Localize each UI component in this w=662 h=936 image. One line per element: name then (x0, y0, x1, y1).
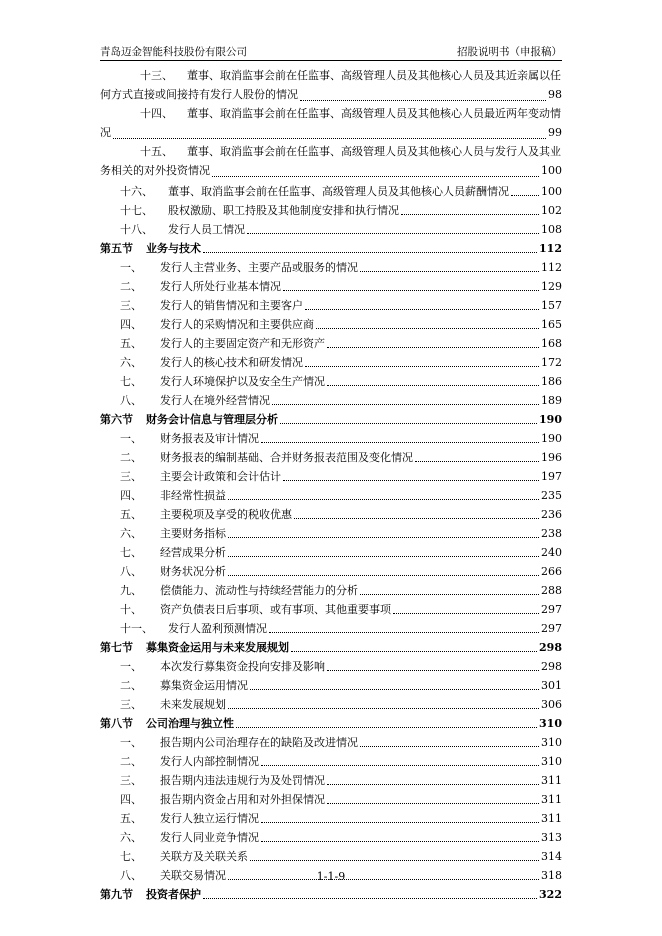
entry-page: 311 (541, 774, 562, 787)
toc-entry[interactable] (100, 427, 562, 446)
entry-number: 二、 (120, 280, 142, 293)
entry-title: 主要财务指标 (160, 527, 226, 540)
toc-entry[interactable] (100, 370, 562, 389)
entry-number: 八、 (120, 869, 142, 882)
entry-title: 经营成果分析 (160, 546, 226, 559)
entry-page: 311 (541, 793, 562, 806)
entry-page: 196 (541, 451, 562, 464)
dot-leader (228, 537, 539, 538)
entry-title-line-1: 董事、取消监事会前在任监事、高级管理人员及其他核心人员及其近亲属以任 (187, 69, 561, 82)
entry-page: 297 (541, 603, 562, 616)
toc-entry[interactable] (100, 826, 562, 845)
toc-entry-wrapped[interactable] (100, 104, 562, 142)
dot-leader (212, 176, 539, 177)
entry-number: 十五、 (140, 145, 173, 158)
dot-leader (360, 271, 539, 272)
toc-entry[interactable] (100, 674, 562, 693)
entry-page: 298 (541, 660, 562, 673)
entry-title: 发行人的销售情况和主要客户 (160, 299, 303, 312)
entry-title-line-2: 何方式直接或间接持有发行人股份的情况 (100, 88, 298, 101)
entry-title: 关联方及关联关系 (160, 850, 248, 863)
entry-title: 报告期内资金占用和对外担保情况 (160, 793, 325, 806)
entry-page: 318 (541, 869, 562, 882)
entry-page: 172 (541, 356, 562, 369)
entry-page: 322 (539, 888, 562, 901)
dot-leader (247, 233, 539, 234)
entry-title: 发行人独立运行情况 (160, 812, 259, 825)
toc-section-entry[interactable] (100, 636, 562, 655)
entry-page: 301 (541, 679, 562, 692)
entry-title-line-2: 务相关的对外投资情况 (100, 164, 210, 177)
entry-title: 未来发展规划 (160, 698, 226, 711)
entry-number: 十、 (120, 603, 142, 616)
entry-page: 298 (539, 641, 562, 654)
entry-number: 五、 (120, 812, 142, 825)
entry-title: 募集资金运用情况 (160, 679, 248, 692)
entry-title-line-1: 董事、取消监事会前在任监事、高级管理人员及其他核心人员最近两年变动情 (187, 107, 561, 120)
entry-page: 236 (541, 508, 562, 521)
dot-leader (250, 860, 539, 861)
entry-title: 财务状况分析 (160, 565, 226, 578)
entry-page: 197 (541, 470, 562, 483)
entry-number: 十三、 (140, 69, 173, 82)
entry-line-1 (100, 142, 562, 161)
entry-number: 第六节 (100, 413, 133, 426)
toc-entry[interactable] (100, 522, 562, 541)
dot-leader (360, 746, 539, 747)
entry-page: 100 (541, 164, 562, 177)
dot-leader (327, 670, 539, 671)
dot-leader (272, 404, 539, 405)
entry-page: 297 (541, 622, 562, 635)
dot-leader (401, 214, 539, 215)
entry-number: 第七节 (100, 641, 133, 654)
dot-leader (236, 727, 537, 728)
entry-title: 发行人的主要固定资产和无形资产 (160, 337, 325, 350)
dot-leader (261, 442, 539, 443)
entry-number: 一、 (120, 660, 142, 673)
toc-entry[interactable] (100, 560, 562, 579)
entry-number: 七、 (120, 375, 142, 388)
dot-leader (360, 594, 539, 595)
toc-entry[interactable] (100, 484, 562, 503)
entry-line-2 (100, 85, 562, 104)
entry-number: 九、 (120, 584, 142, 597)
entry-number: 十八、 (120, 223, 153, 236)
entry-title-line-2: 况 (100, 126, 111, 139)
entry-page: 168 (541, 337, 562, 350)
entry-page: 100 (541, 185, 562, 198)
entry-number: 四、 (120, 489, 142, 502)
entry-number: 七、 (120, 546, 142, 559)
entry-number: 三、 (120, 299, 142, 312)
toc-section-entry[interactable] (100, 712, 562, 731)
dot-leader (294, 518, 539, 519)
entry-title: 发行人同业竞争情况 (160, 831, 259, 844)
entry-page: 235 (541, 489, 562, 502)
entry-number: 八、 (120, 394, 142, 407)
dot-leader (228, 575, 539, 576)
entry-number: 四、 (120, 318, 142, 331)
entry-number: 八、 (120, 565, 142, 578)
entry-page: 310 (539, 717, 562, 730)
entry-page: 310 (541, 755, 562, 768)
entry-title: 发行人所处行业基本情况 (160, 280, 281, 293)
toc-entry[interactable] (100, 218, 562, 237)
entry-page: 189 (541, 394, 562, 407)
entry-page: 306 (541, 698, 562, 711)
entry-number: 第五节 (100, 242, 133, 255)
toc-entry[interactable] (100, 750, 562, 769)
entry-number: 十七、 (120, 204, 153, 217)
entry-page: 102 (541, 204, 562, 217)
entry-number: 五、 (120, 508, 142, 521)
toc-entry[interactable] (100, 389, 562, 408)
toc-entry[interactable] (100, 351, 562, 370)
dot-leader (203, 898, 537, 899)
dot-leader (327, 347, 539, 348)
entry-number: 十四、 (140, 107, 173, 120)
entry-number: 六、 (120, 527, 142, 540)
entry-number: 二、 (120, 679, 142, 692)
toc-entry[interactable] (100, 446, 562, 465)
page-number: 1-1-9 (316, 870, 346, 883)
toc-entry[interactable] (100, 275, 562, 294)
header-company: 青岛迈金智能科技股份有限公司 (100, 46, 247, 58)
entry-title: 业务与技术 (146, 242, 201, 255)
dot-leader (261, 841, 539, 842)
entry-page: 112 (539, 242, 562, 255)
entry-title: 募集资金运用与未来发展规划 (146, 641, 289, 654)
header-doc-title: 招股说明书（申报稿） (457, 46, 562, 58)
entry-line-1 (100, 104, 562, 123)
entry-title: 主要税项及享受的税收优惠 (160, 508, 292, 521)
entry-title: 股权激励、职工持股及其他制度安排和执行情况 (168, 204, 399, 217)
dot-leader (250, 689, 539, 690)
entry-number: 三、 (120, 698, 142, 711)
toc-entry[interactable] (100, 465, 562, 484)
dot-leader (261, 822, 539, 823)
entry-number: 十一、 (120, 622, 153, 635)
entry-page: 310 (541, 736, 562, 749)
entry-title: 发行人的核心技术和研发情况 (160, 356, 303, 369)
toc-entry[interactable] (100, 655, 562, 674)
entry-number: 五、 (120, 337, 142, 350)
entry-number: 十六、 (120, 185, 153, 198)
entry-title: 发行人环境保护以及安全生产情况 (160, 375, 325, 388)
entry-title-line-1: 董事、取消监事会前在任监事、高级管理人员及其他核心人员与发行人及其业 (187, 145, 561, 158)
dot-leader (261, 765, 539, 766)
entry-page: 240 (541, 546, 562, 559)
entry-title: 非经常性损益 (160, 489, 226, 502)
dot-leader (393, 613, 539, 614)
dot-leader (283, 480, 539, 481)
toc-section-entry[interactable] (100, 883, 562, 902)
toc-entry[interactable] (100, 807, 562, 826)
toc-entry[interactable] (100, 769, 562, 788)
dot-leader (203, 252, 537, 253)
entry-number: 七、 (120, 850, 142, 863)
table-of-contents (100, 66, 562, 902)
entry-page: 266 (541, 565, 562, 578)
toc-section-entry[interactable] (100, 237, 562, 256)
entry-number: 一、 (120, 261, 142, 274)
entry-title: 财务报表的编制基础、合并财务报表范围及变化情况 (160, 451, 413, 464)
entry-number: 第八节 (100, 717, 133, 730)
entry-number: 四、 (120, 793, 142, 806)
dot-leader (269, 632, 539, 633)
toc-entry[interactable] (100, 731, 562, 750)
entry-title: 发行人的采购情况和主要供应商 (160, 318, 314, 331)
entry-title: 报告期内违法违规行为及处罚情况 (160, 774, 325, 787)
entry-title: 发行人盈利预测情况 (168, 622, 267, 635)
toc-entry[interactable] (100, 503, 562, 522)
entry-title: 发行人主营业务、主要产品或服务的情况 (160, 261, 358, 274)
dot-leader (280, 423, 537, 424)
entry-title: 董事、取消监事会前在任监事、高级管理人员及其他核心人员薪酬情况 (168, 185, 509, 198)
entry-number: 二、 (120, 451, 142, 464)
entry-number: 第九节 (100, 888, 133, 901)
toc-section-entry[interactable] (100, 408, 562, 427)
toc-entry[interactable] (100, 294, 562, 313)
page-header (100, 44, 562, 61)
toc-entry[interactable] (100, 199, 562, 218)
entry-page: 112 (541, 261, 562, 274)
entry-page: 186 (541, 375, 562, 388)
entry-number: 一、 (120, 736, 142, 749)
dot-leader (283, 290, 539, 291)
dot-leader (228, 708, 539, 709)
entry-page: 190 (539, 413, 562, 426)
toc-entry-wrapped[interactable] (100, 142, 562, 180)
dot-leader (327, 803, 539, 804)
toc-entry-wrapped[interactable] (100, 66, 562, 104)
toc-entry[interactable] (100, 332, 562, 351)
entry-line-2 (100, 161, 562, 180)
entry-title: 报告期内公司治理存在的缺陷及改进情况 (160, 736, 358, 749)
toc-entry[interactable] (100, 845, 562, 864)
dot-leader (291, 651, 537, 652)
entry-title: 本次发行募集资金投向安排及影响 (160, 660, 325, 673)
entry-page: 157 (541, 299, 562, 312)
toc-entry[interactable] (100, 693, 562, 712)
entry-page: 288 (541, 584, 562, 597)
dot-leader (305, 366, 539, 367)
entry-title: 资产负债表日后事项、或有事项、其他重要事项 (160, 603, 391, 616)
entry-page: 98 (548, 88, 562, 101)
entry-page: 108 (541, 223, 562, 236)
entry-page: 165 (541, 318, 562, 331)
entry-page: 311 (541, 812, 562, 825)
entry-line-2 (100, 123, 562, 142)
dot-leader (316, 328, 539, 329)
dot-leader (228, 499, 539, 500)
toc-entry[interactable] (100, 180, 562, 199)
entry-title: 主要会计政策和会计估计 (160, 470, 281, 483)
dot-leader (113, 138, 546, 139)
entry-title: 财务会计信息与管理层分析 (146, 413, 278, 426)
entry-number: 六、 (120, 831, 142, 844)
toc-entry[interactable] (100, 788, 562, 807)
entry-page: 313 (541, 831, 562, 844)
dot-leader (415, 461, 539, 462)
dot-leader (327, 385, 539, 386)
toc-entry[interactable] (100, 598, 562, 617)
entry-title: 关联交易情况 (160, 869, 226, 882)
entry-title: 发行人在境外经营情况 (160, 394, 270, 407)
entry-title: 公司治理与独立性 (146, 717, 234, 730)
toc-entry[interactable] (100, 617, 562, 636)
entry-number: 三、 (120, 774, 142, 787)
entry-title: 财务报表及审计情况 (160, 432, 259, 445)
dot-leader (327, 784, 539, 785)
dot-leader (300, 100, 546, 101)
dot-leader (511, 195, 539, 196)
entry-title: 发行人员工情况 (168, 223, 245, 236)
dot-leader (305, 309, 539, 310)
dot-leader (228, 556, 539, 557)
entry-page: 238 (541, 527, 562, 540)
toc-entry[interactable] (100, 541, 562, 560)
entry-page: 129 (541, 280, 562, 293)
entry-title: 投资者保护 (146, 888, 201, 901)
entry-page: 314 (541, 850, 562, 863)
entry-number: 二、 (120, 755, 142, 768)
toc-entry[interactable] (100, 313, 562, 332)
toc-entry[interactable] (100, 579, 562, 598)
entry-number: 一、 (120, 432, 142, 445)
entry-number: 六、 (120, 356, 142, 369)
toc-entry[interactable] (100, 256, 562, 275)
entry-line-1 (100, 66, 562, 85)
entry-title: 发行人内部控制情况 (160, 755, 259, 768)
entry-page: 190 (541, 432, 562, 445)
entry-title: 偿债能力、流动性与持续经营能力的分析 (160, 584, 358, 597)
entry-number: 三、 (120, 470, 142, 483)
entry-page: 99 (548, 126, 562, 139)
